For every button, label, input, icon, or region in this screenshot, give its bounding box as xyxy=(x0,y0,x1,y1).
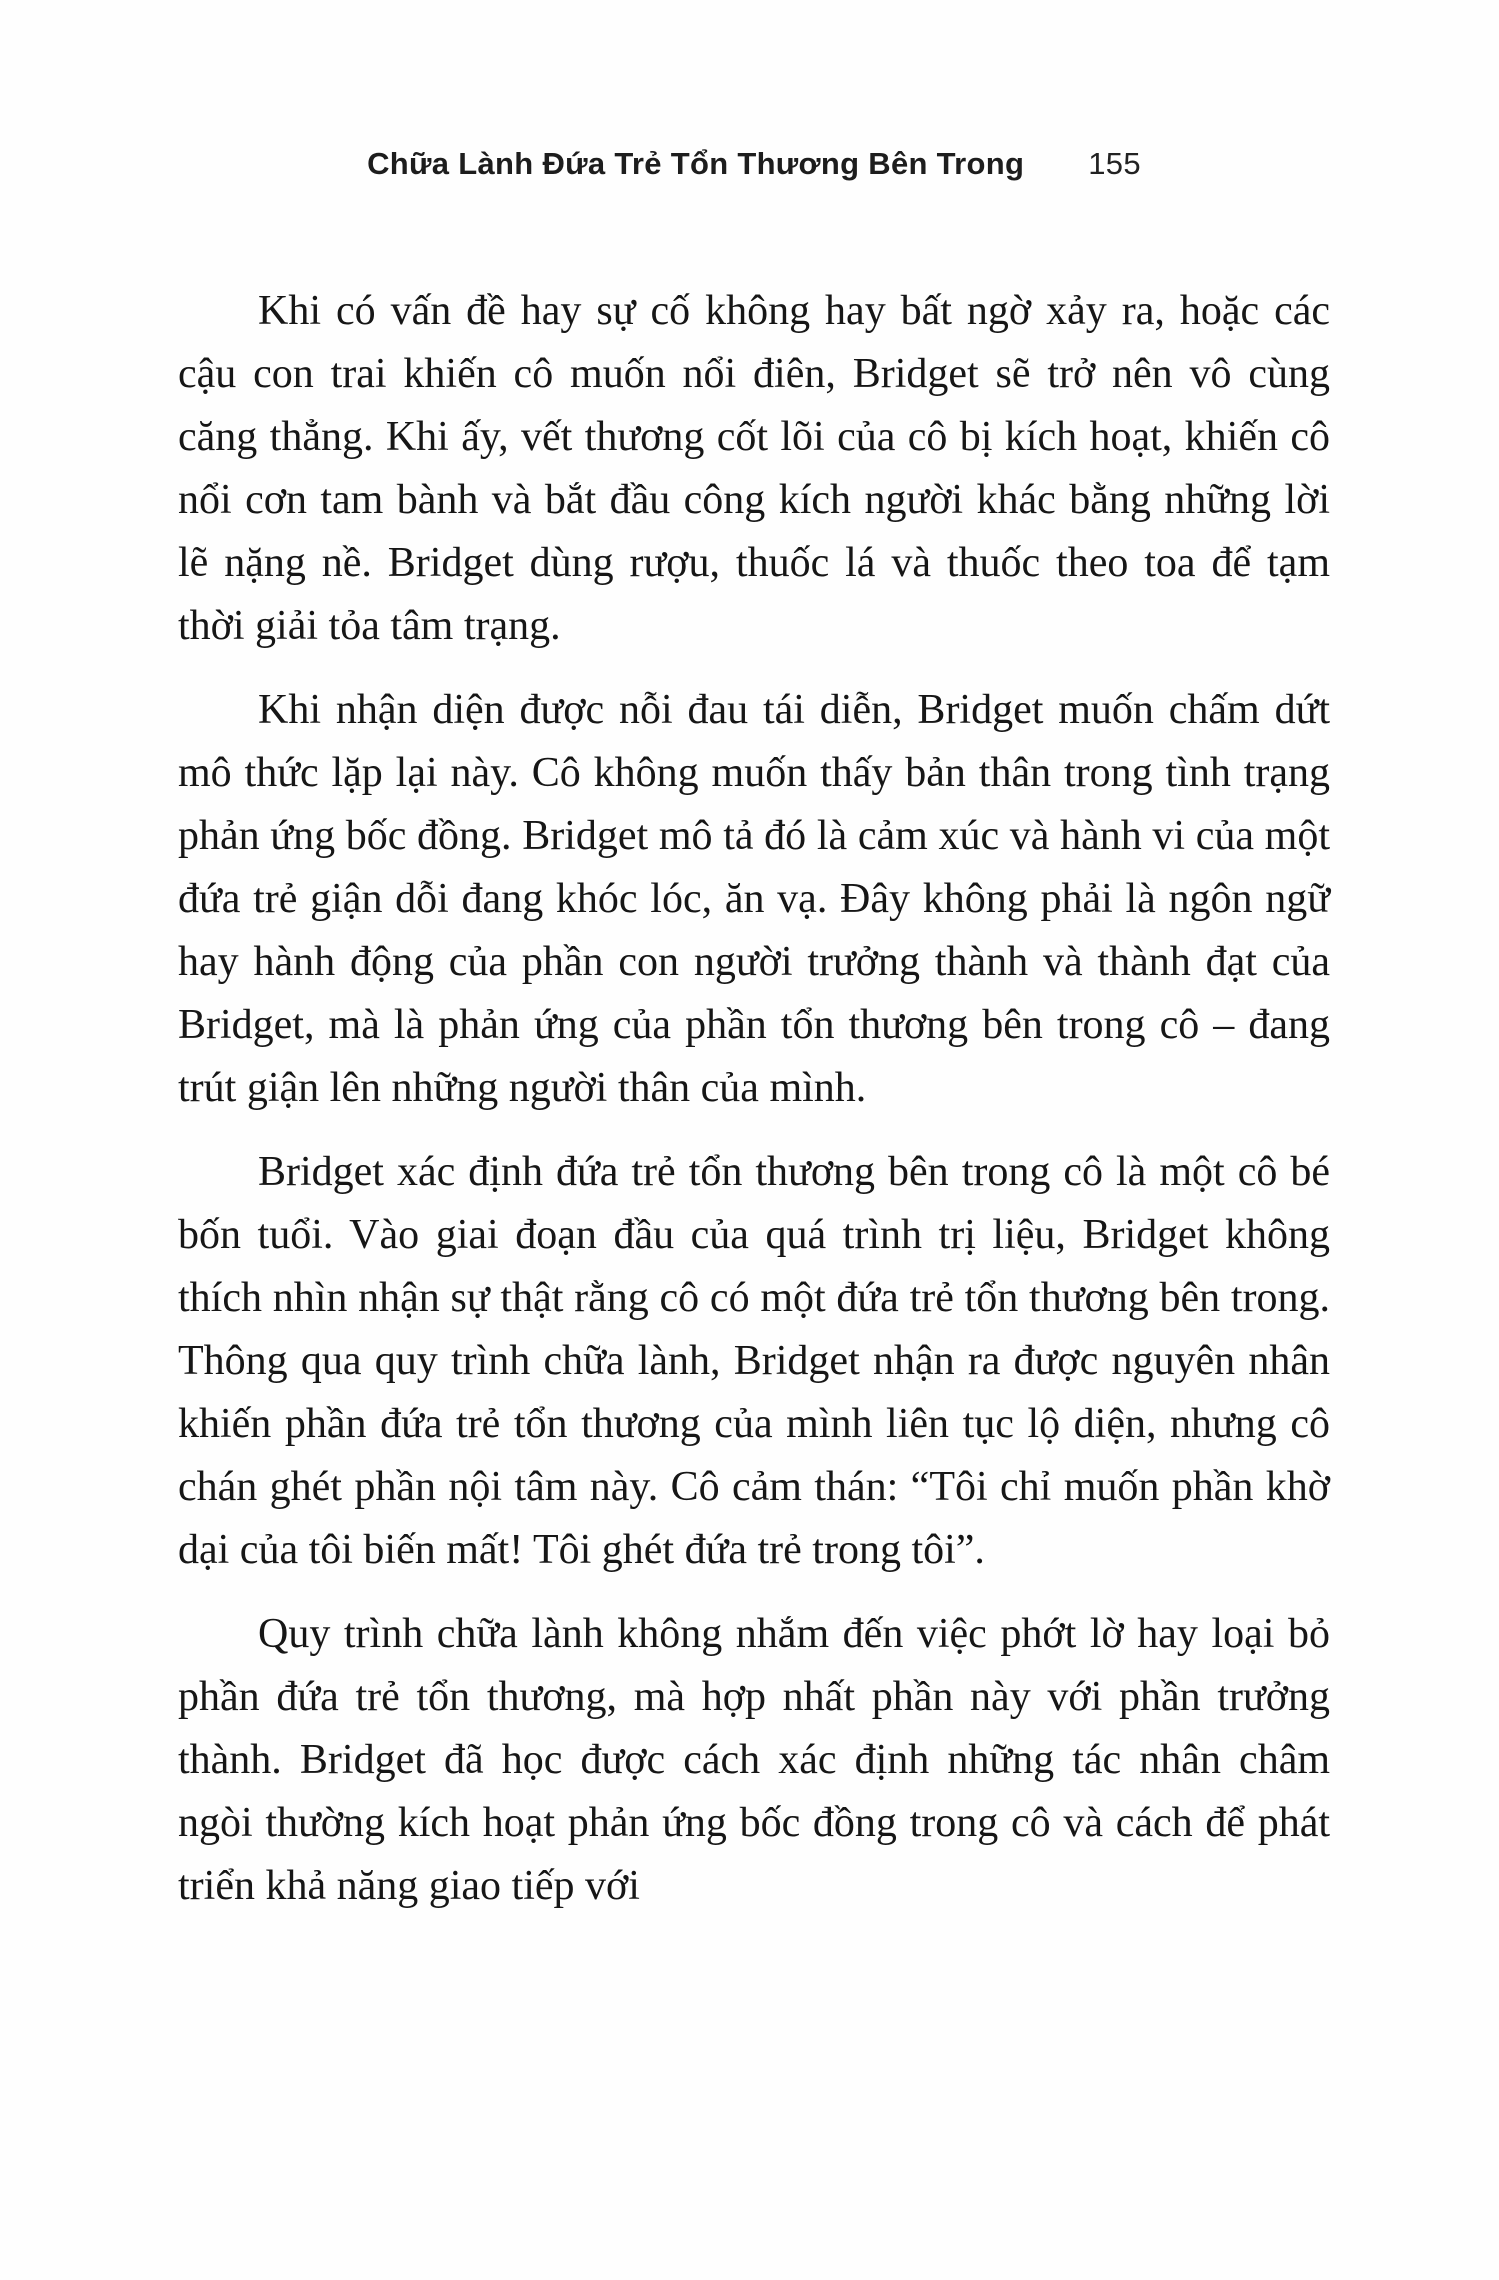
page-number: 155 xyxy=(1088,146,1141,181)
body-text xyxy=(178,280,1330,1918)
paragraph: Bridget xác định đứa trẻ tổn thương bên trong cô là một cô bé bốn tuổi. Vào giai đoạn đầu của quá trình trị liệu, Bridget không thích nhìn nhận sự thật rằng cô có một đứa trẻ tổn thương bên trong. Thông qua quy trình chữa lành, Bridget nhận ra được nguyên nhân khiến phần đứa trẻ tổn thương của mình liên tục lộ diện, nhưng cô chán ghét phần nội tâm này. Cô cảm thán: “Tôi chỉ muốn phần khờ dại của tôi biến mất! Tôi ghét đứa trẻ trong tôi”. xyxy=(178,1149,1330,1573)
running-head xyxy=(178,146,1330,182)
running-head-title-bold: Chữa Lành xyxy=(367,146,534,181)
running-head-title-rest: Đứa Trẻ Tổn Thương Bên Trong xyxy=(542,146,1025,181)
content-column xyxy=(178,0,1330,2280)
paragraph: Khi nhận diện được nỗi đau tái diễn, Bridget muốn chấm dứt mô thức lặp lại này. Cô không muốn thấy bản thân trong tình trạng phản ứng bốc đồng. Bridget mô tả đó là cảm xúc và hành vi của một đứa trẻ giận dỗi đang khóc lóc, ăn vạ. Đây không phải là ngôn ngữ hay hành động của phần con người trưởng thành và thành đạt của Bridget, mà là phản ứng của phần tổn thương bên trong cô – đang trút giận lên những người thân của mình. xyxy=(178,687,1330,1111)
paragraph: Quy trình chữa lành không nhắm đến việc phớt lờ hay loại bỏ phần đứa trẻ tổn thương, mà hợp nhất phần này với phần trưởng thành. Bridget đã học được cách xác định những tác nhân châm ngòi thường kích hoạt phản ứng bốc đồng trong cô và cách để phát triển khả năng giao tiếp với xyxy=(178,1611,1330,1909)
paragraph: Khi có vấn đề hay sự cố không hay bất ngờ xảy ra, hoặc các cậu con trai khiến cô muốn nổi điên, Bridget sẽ trở nên vô cùng căng thẳng. Khi ấy, vết thương cốt lõi của cô bị kích hoạt, khiến cô nổi cơn tam bành và bắt đầu công kích người khác bằng những lời lẽ nặng nề. Bridget dùng rượu, thuốc lá và thuốc theo toa để tạm thời giải tỏa tâm trạng. xyxy=(178,288,1330,649)
